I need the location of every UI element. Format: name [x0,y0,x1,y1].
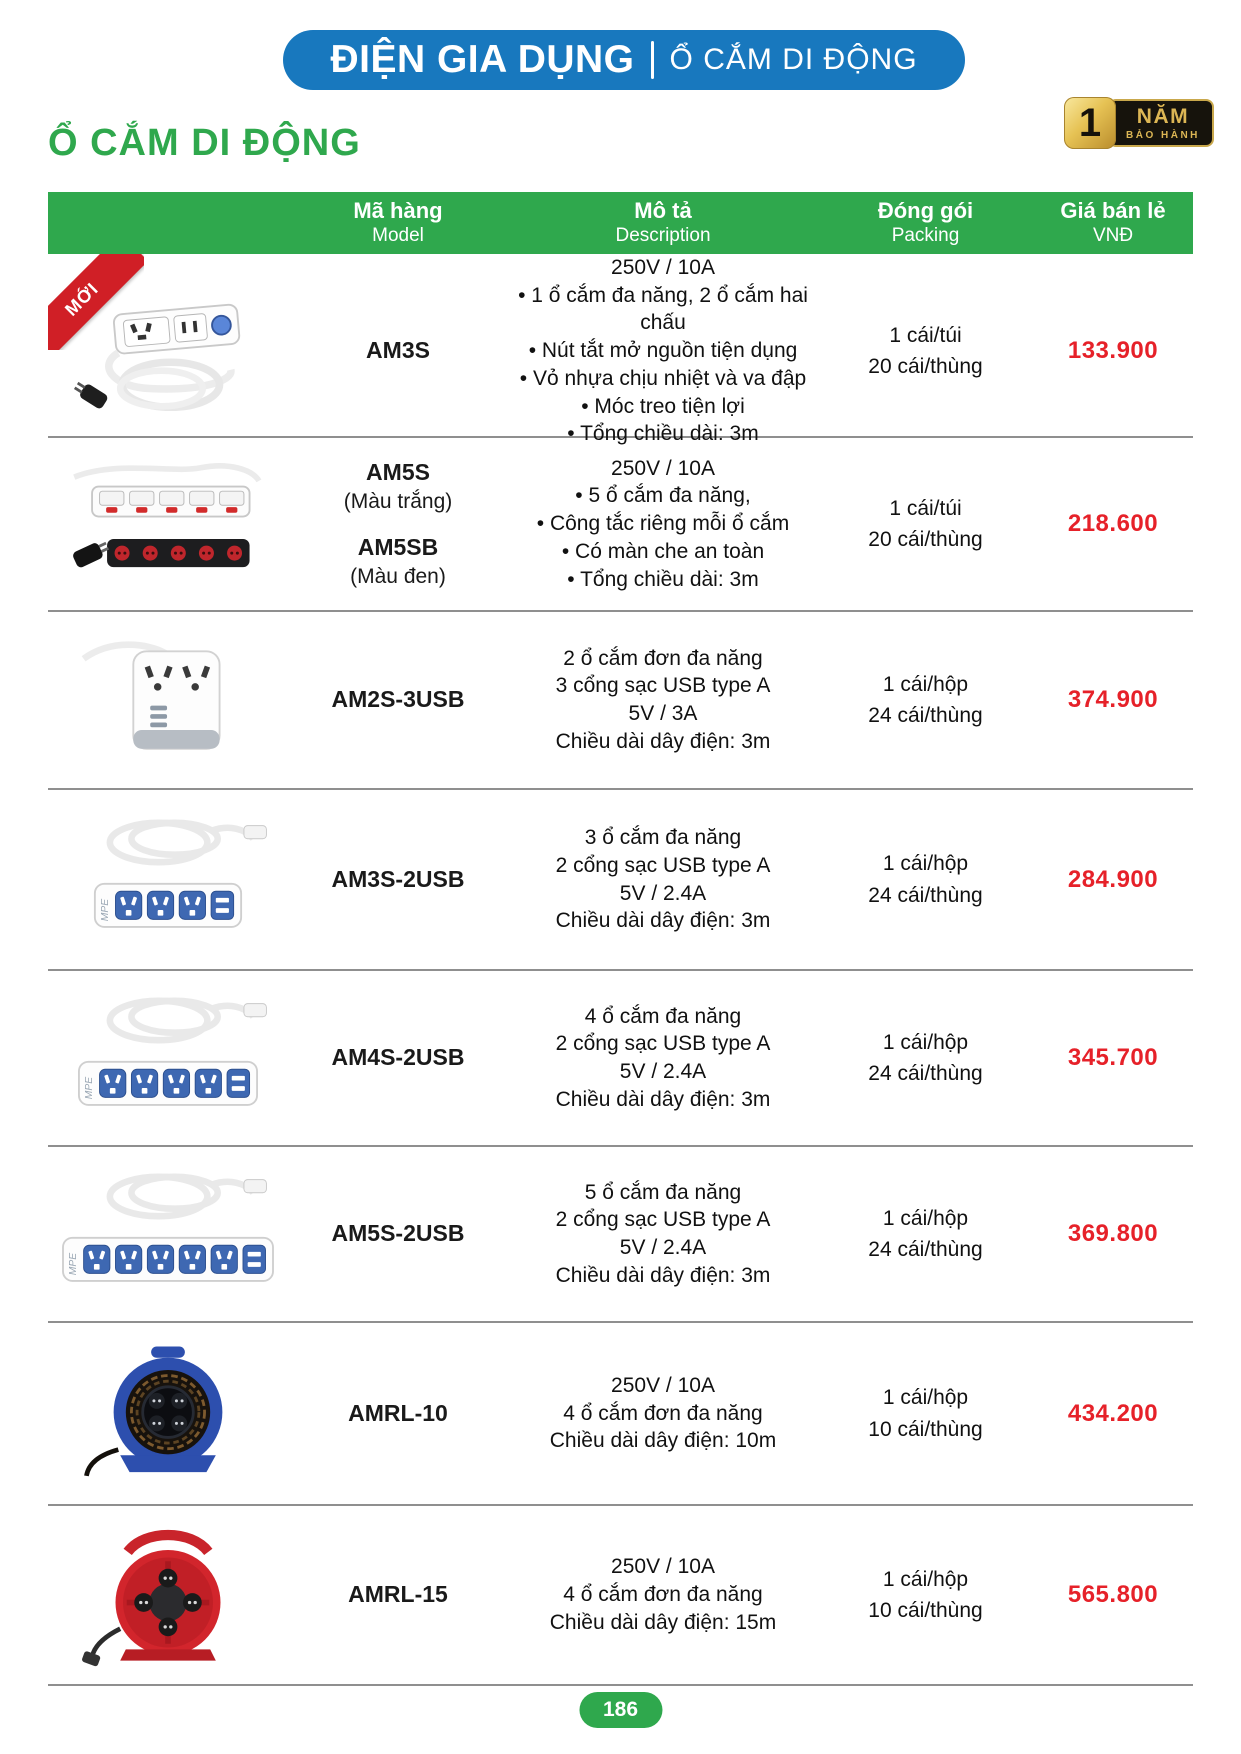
pack-line: 24 cái/thùng [868,1238,983,1261]
table-row [48,254,1193,446]
product-price: 218.600 [1067,510,1159,537]
product-description-cell [508,1147,818,1321]
product-image-cell [48,1147,288,1321]
header-image-column [48,192,288,254]
product-packing-cell [818,790,1033,969]
pack-line: 1 cái/hộp [882,1567,969,1591]
header-description-en: Description [615,225,711,247]
banner-subcategory-label: Ổ CẮM DI ĐỘNG [669,43,918,76]
product-image-cell [48,254,288,448]
page-number-badge: 186 [579,1692,662,1728]
product-price: 369.800 [1067,1220,1159,1247]
desc-line: 250V / 10A [611,1555,715,1579]
product-packing-cell [818,1506,1033,1684]
product-model-cell [288,438,508,610]
product-photo [53,805,283,955]
table-row [48,438,1193,612]
product-image-cell [48,612,288,788]
product-model-cell [288,254,508,448]
product-packing-cell [818,612,1033,788]
desc-line: • Tổng chiều dài: 3m [567,422,759,446]
desc-line: 4 ổ cắm đơn đa năng [563,1401,763,1425]
pack-line: 1 cái/hộp [882,672,969,696]
table-row [48,790,1193,971]
table-header-row [48,192,1193,254]
model-line: AM4S-2USB [331,1044,465,1071]
product-packing-cell [818,254,1033,448]
desc-line: • Tổng chiều dài: 3m [567,567,759,591]
header-packing-en: Packing [891,225,960,247]
product-packing-cell [818,438,1033,610]
warranty-badge-tag [1108,99,1214,147]
pack-line: 1 cái/hộp [882,1030,969,1054]
warranty-years-number: 1 [1064,97,1116,149]
desc-line: • Nút tắt mở nguồn tiện dụng [528,339,798,363]
product-table-body [48,254,1193,1686]
header-price-column [1033,192,1193,254]
table-row [48,971,1193,1147]
desc-line: 3 cổng sạc USB type A [555,674,771,698]
model-line: AM3S-2USB [331,865,465,892]
new-product-ribbon [48,254,144,350]
header-description-column [508,192,818,254]
desc-line: 5V / 3A [628,702,698,725]
product-model-cell [288,1506,508,1684]
desc-line: 5V / 2.4A [619,1236,707,1259]
pack-line: 10 cái/thùng [868,1599,983,1622]
product-description-cell [508,254,818,448]
header-packing-column [818,192,1033,254]
product-packing-cell [818,1323,1033,1504]
pack-line: 24 cái/thùng [868,883,983,907]
desc-line: 5V / 2.4A [619,1060,707,1083]
header-packing-vi: Đóng gói [877,197,974,223]
desc-line: 5V / 2.4A [619,881,707,905]
pack-line: 24 cái/thùng [868,1062,983,1085]
product-description-cell [508,612,818,788]
product-packing-cell [818,971,1033,1145]
desc-line: Chiều dài dây điện: 3m [555,729,771,753]
product-description-cell [508,971,818,1145]
product-price: 374.900 [1067,686,1159,713]
desc-line: Chiều dài dây điện: 3m [555,1263,771,1287]
warranty-unit-label: NĂM [1136,104,1190,128]
product-photo [53,983,283,1133]
banner-category-label: ĐIỆN GIA DỤNG [330,38,635,81]
header-model-en: Model [372,225,424,247]
product-photo [53,449,283,599]
product-photo [53,1520,283,1670]
desc-line: 3 ổ cắm đa năng [584,826,742,850]
product-packing-cell [818,1147,1033,1321]
model-line: AM3S [366,337,430,364]
header-price-vi: Giá bán lẻ [1060,197,1166,223]
desc-line: 2 cổng sạc USB type A [555,1032,771,1056]
pack-line: 1 cái/túi [889,496,962,520]
warranty-badge [1064,97,1214,149]
desc-line: • Có màn che an toàn [561,539,765,563]
product-model-cell [288,1323,508,1504]
product-price: 434.200 [1067,1399,1159,1427]
product-price: 284.900 [1067,865,1159,893]
page-title: Ổ CẮM DI ĐỘNG [48,122,361,164]
product-price: 133.900 [1067,337,1159,365]
product-description-cell [508,438,818,610]
product-image-cell [48,1506,288,1684]
desc-line: 250V / 10A [611,256,715,279]
product-description-cell [508,1506,818,1684]
model-line: AM5S [366,458,430,485]
product-table [48,192,1193,1686]
desc-line: Chiều dài dây điện: 3m [555,1087,771,1111]
pack-line: 24 cái/thùng [868,704,983,727]
model-line: AMRL-10 [348,1399,448,1426]
product-model-cell [288,790,508,969]
pack-line: 1 cái/hộp [882,852,969,875]
desc-line: 5 ổ cắm đa năng [584,1180,742,1204]
model-line: AM2S-3USB [331,686,465,713]
desc-line: • Công tắc riêng mỗi ổ cắm [536,512,790,536]
desc-line: • 5 ổ cắm đa năng, [575,484,751,508]
product-image-cell [48,1323,288,1504]
desc-line: 2 cổng sạc USB type A [555,853,771,877]
product-image-cell [48,790,288,969]
desc-line: Chiều dài dây điện: 15m [549,1610,777,1634]
svg-text:MPE: MPE [84,1076,96,1100]
pack-line: 1 cái/hộp [882,1386,969,1409]
product-model-cell [288,1147,508,1321]
category-banner [283,30,965,90]
pack-line: 1 cái/hộp [882,1206,969,1230]
model-line: (Màu trắng) [343,489,453,513]
desc-line: • 1 ổ cắm đa năng, 2 ổ cắm hai chấu [518,283,808,335]
model-line: AM5SB [357,534,439,560]
product-description-cell [508,1323,818,1504]
desc-line: 250V / 10A [611,1373,715,1397]
desc-line: 4 ổ cắm đa năng [584,1004,742,1028]
desc-line: Chiều dài dây điện: 10m [549,1429,777,1453]
header-description-vi: Mô tả [634,197,692,223]
model-line: AMRL-15 [348,1581,448,1608]
product-description-cell [508,790,818,969]
table-row [48,1147,1193,1323]
product-photo [53,1339,283,1489]
pack-line: 20 cái/thùng [868,355,983,379]
product-model-cell [288,612,508,788]
product-photo [53,1159,283,1309]
header-model-vi: Mã hàng [353,197,443,223]
product-model-cell [288,971,508,1145]
header-model-column [288,192,508,254]
desc-line: 2 cổng sạc USB type A [555,1208,771,1232]
banner-divider [651,41,654,79]
product-price: 345.700 [1067,1044,1159,1071]
model-line: (Màu đen) [350,564,446,588]
table-row [48,1323,1193,1506]
desc-line: 4 ổ cắm đơn đa năng [563,1583,763,1607]
model-line: AM5S-2USB [331,1220,465,1247]
desc-line: • Móc treo tiện lợi [581,394,745,418]
new-product-ribbon-label: MỚI [48,254,144,350]
table-row [48,1506,1193,1686]
table-row [48,612,1193,790]
desc-line: • Vỏ nhựa chịu nhiệt và va đập [519,366,807,390]
desc-line: Chiều dài dây điện: 3m [555,909,771,933]
pack-line: 20 cái/thùng [868,528,983,551]
product-price: 565.800 [1067,1581,1159,1608]
product-image-cell [48,438,288,610]
desc-line: 250V / 10A [611,456,715,480]
pack-line: 1 cái/túi [889,323,962,347]
desc-line: 2 ổ cắm đơn đa năng [563,646,763,670]
product-image-cell [48,971,288,1145]
pack-line: 10 cái/thùng [868,1417,983,1441]
svg-text:MPE: MPE [100,898,111,921]
warranty-label: BẢO HÀNH [1126,129,1200,141]
product-photo [53,625,283,775]
svg-text:MPE: MPE [68,1252,80,1276]
header-price-en: VNĐ [1092,225,1134,247]
